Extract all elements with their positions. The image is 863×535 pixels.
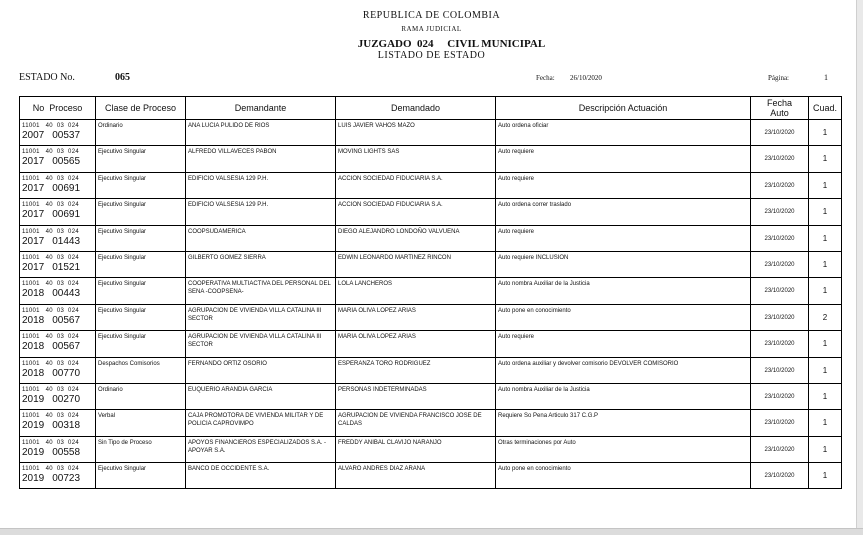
cell-demandante — [186, 436, 336, 462]
cell-cuad — [809, 225, 842, 251]
table-row — [20, 225, 842, 251]
cell-demandante — [186, 251, 336, 277]
cell-fecha — [751, 463, 809, 489]
col-no-proceso: No Proceso — [20, 97, 96, 120]
table-row — [20, 146, 842, 172]
cell-cuad — [809, 357, 842, 383]
cell-demandado — [336, 199, 496, 225]
cell-cuad — [809, 172, 842, 198]
cell-descripcion — [496, 383, 751, 409]
header-juzgado: JUZGADO 024 CIVIL MUNICIPAL — [357, 38, 546, 50]
cuad-text: 1 — [822, 154, 828, 164]
cell-cuad — [809, 436, 842, 462]
cell-demandante — [186, 146, 336, 172]
proceso-number — [22, 447, 93, 458]
proceso-num: 00770 — [52, 367, 81, 379]
cuad-text: 2 — [822, 312, 828, 322]
proceso-num: 01443 — [52, 235, 81, 247]
descripcion-text: Auto nombra Auxiliar de la Justicia — [498, 281, 590, 288]
descripcion-text: Auto requiere — [498, 175, 535, 182]
demandante-text: FERNANDO ORTIZ OSORIO — [188, 360, 267, 367]
cell-demandado — [336, 172, 496, 198]
proceso-code: 11001 40 03 024 — [22, 386, 79, 393]
table-row — [20, 436, 842, 462]
cell-clase — [96, 383, 186, 409]
cell-proceso — [20, 146, 96, 172]
col-clase: Clase de Proceso — [96, 97, 186, 120]
proceso-code: 11001 40 03 024 — [22, 175, 79, 182]
cell-demandado — [336, 146, 496, 172]
proceso-code: 11001 40 03 024 — [22, 123, 79, 129]
cell-demandante — [186, 199, 336, 225]
cell-cuad — [809, 251, 842, 277]
cell-descripcion — [496, 146, 751, 172]
descripcion-text: Auto ordena correr traslado — [498, 202, 572, 209]
header-republica: REPUBLICA DE COLOMBIA — [362, 10, 501, 21]
cell-proceso — [20, 331, 96, 357]
proceso-code: 11001 40 03 024 — [22, 439, 79, 446]
clase-text: Ordinario — [98, 386, 123, 393]
demandado-text: ACCION SOCIEDAD FIDUCIARIA S.A. — [338, 175, 443, 182]
proceso-code: 11001 40 03 024 — [22, 254, 79, 261]
cell-demandado — [336, 357, 496, 383]
cell-demandante — [186, 357, 336, 383]
pagina-label: Página: — [768, 74, 789, 82]
cuad-text: 1 — [822, 471, 828, 481]
clase-text: Ejecutivo Singular — [98, 466, 147, 473]
proceso-year: 2017 — [22, 182, 45, 194]
pagina-value: 1 — [824, 73, 828, 82]
demandante-text: ALFREDO VILLAVECES PABON — [188, 149, 277, 156]
col-demandado: Demandado — [336, 97, 496, 120]
table-row — [20, 120, 842, 146]
cell-fecha — [751, 304, 809, 330]
demandante-text: EDIFICIO VALSESIA 129 P.H. — [188, 202, 269, 209]
cell-demandado — [336, 120, 496, 146]
fecha-value: 26/10/2020 — [570, 74, 602, 82]
cell-demandante — [186, 225, 336, 251]
table-row — [20, 304, 842, 330]
col-cuad: Cuad. — [809, 97, 842, 120]
fecha-text: 23/10/2020 — [764, 473, 795, 480]
cell-proceso — [20, 251, 96, 277]
clase-text: Ejecutivo Singular — [98, 149, 147, 156]
cell-fecha — [751, 278, 809, 304]
cell-clase — [96, 251, 186, 277]
table-row — [20, 199, 842, 225]
fecha-text: 23/10/2020 — [764, 156, 795, 163]
cuad-text: 1 — [822, 259, 828, 269]
proceso-code: 11001 40 03 024 — [22, 149, 79, 156]
col-fecha-auto — [751, 97, 809, 120]
table-row — [20, 410, 842, 436]
fecha-text: 23/10/2020 — [764, 130, 795, 136]
cell-descripcion — [496, 225, 751, 251]
proceso-year: 2019 — [22, 393, 45, 405]
fecha-text: 23/10/2020 — [764, 446, 795, 453]
table-row — [20, 357, 842, 383]
cell-descripcion — [496, 463, 751, 489]
cell-proceso — [20, 357, 96, 383]
proceso-year: 2018 — [22, 314, 45, 326]
col-descripcion: Descripción Actuación — [496, 97, 751, 120]
cell-clase — [96, 172, 186, 198]
demandante-text: CAJA PROMOTORA DE VIVIENDA MILITAR Y DE POLICIA CAPROVIMPO — [188, 413, 324, 428]
proceso-number — [22, 420, 93, 431]
cell-clase — [96, 463, 186, 489]
cell-cuad — [809, 120, 842, 146]
cell-clase — [96, 410, 186, 436]
estado-table — [19, 96, 842, 489]
demandado-text: DIEGO ALEJANDRO LONDOÑO VALVUENA — [338, 228, 460, 235]
cell-clase — [96, 436, 186, 462]
descripcion-text: Auto pone en conocimiento — [498, 466, 571, 473]
cuad-text: 1 — [822, 128, 828, 137]
clase-text: Ejecutivo Singular — [98, 254, 147, 261]
fecha-text: 23/10/2020 — [764, 420, 795, 427]
demandante-text: COOPSUDAMERICA — [188, 228, 246, 235]
cell-demandado — [336, 278, 496, 304]
demandado-text: MARIA OLIVA LOPEZ ARIAS — [338, 334, 416, 341]
descripcion-text: Auto requiere — [498, 149, 535, 156]
cell-proceso — [20, 410, 96, 436]
fecha-text: 23/10/2020 — [764, 261, 795, 268]
demandado-text: ACCION SOCIEDAD FIDUCIARIA S.A. — [338, 202, 443, 209]
cell-clase — [96, 331, 186, 357]
cell-descripcion — [496, 278, 751, 304]
cell-descripcion — [496, 410, 751, 436]
proceso-year: 2017 — [22, 209, 45, 221]
descripcion-text: Auto requiere — [498, 228, 535, 235]
cuad-text: 1 — [822, 207, 828, 217]
demandante-text: EUQUERIO ARANDIA GARCIA — [188, 386, 273, 393]
header-listado: LISTADO DE ESTADO — [377, 50, 486, 61]
cuad-text: 1 — [822, 365, 828, 375]
clase-text: Ejecutivo Singular — [98, 228, 147, 235]
cell-cuad — [809, 304, 842, 330]
clase-text: Verbal — [98, 413, 116, 420]
descripcion-text: Auto pone en conocimiento — [498, 307, 571, 314]
cell-descripcion — [496, 172, 751, 198]
proceso-number — [22, 209, 93, 220]
proceso-year: 2017 — [22, 235, 45, 247]
proceso-number — [22, 341, 93, 352]
descripcion-text: Auto nombra Auxiliar de la Justicia — [498, 386, 590, 393]
cell-fecha — [751, 146, 809, 172]
proceso-num: 00691 — [52, 209, 81, 221]
cell-proceso — [20, 463, 96, 489]
table-row — [20, 172, 842, 198]
proceso-number — [22, 288, 93, 299]
demandado-text: EDWIN LEONARDO MARTINEZ RINCON — [338, 254, 451, 261]
demandado-text: FREDDY ANIBAL CLAVIJO NARANJO — [338, 439, 442, 446]
proceso-year: 2018 — [22, 288, 45, 300]
proceso-number — [22, 262, 93, 273]
cell-demandante — [186, 331, 336, 357]
cell-fecha — [751, 436, 809, 462]
demandante-text: BANCO DE OCCIDENTE S.A. — [188, 466, 270, 473]
proceso-num: 00723 — [52, 473, 81, 485]
cell-cuad — [809, 410, 842, 436]
cell-cuad — [809, 146, 842, 172]
cell-clase — [96, 225, 186, 251]
header-rama-judicial: RAMA JUDICIAL — [401, 25, 462, 33]
proceso-number — [22, 236, 93, 247]
proceso-code: 11001 40 03 024 — [22, 466, 79, 473]
cell-clase — [96, 120, 186, 146]
table-header-row — [20, 97, 842, 120]
descripcion-text: Auto ordena oficiar — [498, 123, 549, 129]
fecha-text: 23/10/2020 — [764, 341, 795, 348]
proceso-year: 2018 — [22, 341, 45, 353]
cell-demandado — [336, 383, 496, 409]
demandado-text: ESPERANZA TORO RODRIGUEZ — [338, 360, 431, 367]
cell-proceso — [20, 278, 96, 304]
cuad-text: 1 — [822, 391, 828, 401]
demandante-text: GILBERTO GOMEZ SIERRA — [188, 254, 266, 261]
cell-proceso — [20, 199, 96, 225]
proceso-number — [22, 130, 93, 141]
table-row — [20, 251, 842, 277]
clase-text: Ejecutivo Singular — [98, 202, 147, 209]
demandado-text: MARIA OLIVA LOPEZ ARIAS — [338, 307, 416, 314]
proceso-num: 00443 — [52, 288, 81, 300]
cell-descripcion — [496, 436, 751, 462]
proceso-num: 00318 — [52, 420, 81, 432]
proceso-year: 2007 — [22, 130, 45, 141]
fecha-text: 23/10/2020 — [764, 235, 795, 242]
demandado-text: PERSONAS INDETERMINADAS — [338, 386, 427, 393]
fecha-text: 23/10/2020 — [764, 367, 795, 374]
fecha-text: 23/10/2020 — [764, 393, 795, 400]
demandado-text: ALVARO ANDRES DIAZ ARANA — [338, 466, 426, 473]
descripcion-text: Auto requiere — [498, 334, 535, 341]
cell-demandado — [336, 251, 496, 277]
proceso-year: 2019 — [22, 420, 45, 432]
proceso-number — [22, 156, 93, 167]
proceso-num: 01521 — [52, 261, 81, 273]
proceso-code: 11001 40 03 024 — [22, 228, 79, 235]
cell-cuad — [809, 383, 842, 409]
cuad-text: 1 — [822, 286, 828, 296]
cell-clase — [96, 304, 186, 330]
cell-demandante — [186, 463, 336, 489]
demandado-text: LOLA LANCHEROS — [338, 281, 393, 288]
demandante-text: AGRUPACION DE VIVIENDA VILLA CATALINA III SECTOR — [188, 334, 322, 349]
cell-clase — [96, 357, 186, 383]
cell-demandante — [186, 383, 336, 409]
cell-fecha — [751, 357, 809, 383]
clase-text: Ejecutivo Singular — [98, 307, 147, 314]
cell-fecha — [751, 120, 809, 146]
cell-proceso — [20, 436, 96, 462]
cell-fecha — [751, 199, 809, 225]
proceso-code: 11001 40 03 024 — [22, 360, 79, 367]
cell-proceso — [20, 120, 96, 146]
cell-descripcion — [496, 251, 751, 277]
cell-demandado — [336, 331, 496, 357]
cell-clase — [96, 278, 186, 304]
fecha-label: Fecha: — [536, 74, 555, 82]
descripcion-text: Requiere So Pena Articulo 317 C.G.P — [498, 413, 599, 420]
demandante-text: COOPERATIVA MULTIACTIVA DEL PERSONAL DEL SENA -COOPSENA- — [188, 281, 331, 296]
demandante-text: ANA LUCIA PULIDO DE RIOS — [188, 123, 270, 129]
cell-fecha — [751, 225, 809, 251]
table-row — [20, 463, 842, 489]
proceso-num: 00565 — [52, 156, 81, 168]
proceso-num: 00567 — [52, 341, 81, 353]
proceso-year: 2019 — [22, 446, 45, 458]
cell-descripcion — [496, 357, 751, 383]
cell-cuad — [809, 331, 842, 357]
proceso-year: 2019 — [22, 473, 45, 485]
horizontal-scrollbar[interactable] — [0, 528, 863, 535]
fecha-text: 23/10/2020 — [764, 288, 795, 295]
cell-demandante — [186, 120, 336, 146]
cell-demandado — [336, 436, 496, 462]
fecha-text: 23/10/2020 — [764, 209, 795, 216]
proceso-number — [22, 473, 93, 484]
cell-descripcion — [496, 331, 751, 357]
proceso-year: 2018 — [22, 367, 45, 379]
cell-fecha — [751, 331, 809, 357]
table-row — [20, 331, 842, 357]
clase-text: Sin Tipo de Proceso — [98, 439, 152, 446]
descripcion-text: Auto ordena auxiliar y devolver comisorio DEVOLVER COMISORIO — [498, 360, 679, 367]
cell-descripcion — [496, 120, 751, 146]
proceso-code: 11001 40 03 024 — [22, 413, 79, 420]
clase-text: Despachos Comisorios — [98, 360, 160, 367]
clase-text: Ejecutivo Singular — [98, 334, 147, 341]
demandado-text: MOVING LIGHTS SAS — [338, 149, 400, 156]
fecha-text: 23/10/2020 — [764, 182, 795, 189]
proceso-num: 00558 — [52, 446, 81, 458]
proceso-code: 11001 40 03 024 — [22, 334, 79, 341]
proceso-number — [22, 368, 93, 379]
descripcion-text: Auto requiere INCLUSION — [498, 254, 569, 261]
estado-number: 065 — [115, 72, 130, 83]
estado-label: ESTADO No. — [19, 72, 75, 83]
col-fecha-line1: Fecha — [766, 98, 792, 108]
table-row — [20, 383, 842, 409]
cuad-text: 1 — [822, 418, 828, 428]
cell-fecha — [751, 383, 809, 409]
cuad-text: 1 — [822, 233, 828, 243]
cell-fecha — [751, 251, 809, 277]
proceso-num: 00537 — [52, 130, 81, 141]
proceso-code: 11001 40 03 024 — [22, 307, 79, 314]
clase-text: Ejecutivo Singular — [98, 175, 147, 182]
demandante-text: AGRUPACION DE VIVIENDA VILLA CATALINA III SECTOR — [188, 307, 322, 322]
table-row — [20, 278, 842, 304]
cell-proceso — [20, 172, 96, 198]
cell-fecha — [751, 172, 809, 198]
clase-text: Ordinario — [98, 123, 123, 129]
cell-descripcion — [496, 304, 751, 330]
cuad-text: 1 — [822, 180, 828, 190]
cell-demandante — [186, 278, 336, 304]
descripcion-text: Otras terminaciones por Auto — [498, 439, 576, 446]
proceso-number — [22, 394, 93, 405]
proceso-num: 00270 — [52, 393, 81, 405]
col-demandante: Demandante — [186, 97, 336, 120]
demandado-text: LUIS JAVIER VAHOS MAZO — [338, 123, 415, 129]
cell-demandado — [336, 463, 496, 489]
cell-cuad — [809, 463, 842, 489]
cell-fecha — [751, 410, 809, 436]
proceso-number — [22, 315, 93, 326]
cell-cuad — [809, 199, 842, 225]
cell-clase — [96, 146, 186, 172]
cell-demandante — [186, 304, 336, 330]
proceso-number — [22, 183, 93, 194]
cell-proceso — [20, 383, 96, 409]
cell-demandante — [186, 172, 336, 198]
cell-demandado — [336, 225, 496, 251]
cuad-text: 1 — [822, 339, 828, 349]
cell-demandado — [336, 410, 496, 436]
proceso-num: 00691 — [52, 182, 81, 194]
demandante-text: EDIFICIO VALSESIA 129 P.H. — [188, 175, 269, 182]
proceso-code: 11001 40 03 024 — [22, 281, 79, 288]
proceso-year: 2017 — [22, 156, 45, 168]
vertical-scrollbar[interactable] — [856, 0, 863, 535]
cell-proceso — [20, 225, 96, 251]
proceso-year: 2017 — [22, 261, 45, 273]
cell-clase — [96, 199, 186, 225]
cell-demandado — [336, 304, 496, 330]
proceso-code: 11001 40 03 024 — [22, 202, 79, 209]
col-fecha-line2: Auto — [770, 108, 789, 118]
cell-cuad — [809, 278, 842, 304]
demandado-text: AGRUPACION DE VIVIENDA FRANCISCO JOSE DE CALDAS — [338, 413, 482, 428]
clase-text: Ejecutivo Singular — [98, 281, 147, 288]
cuad-text: 1 — [822, 444, 828, 454]
fecha-text: 23/10/2020 — [764, 314, 795, 321]
proceso-num: 00567 — [52, 314, 81, 326]
cell-demandante — [186, 410, 336, 436]
cell-descripcion — [496, 199, 751, 225]
cell-proceso — [20, 304, 96, 330]
demandante-text: APOYOS FINANCIEROS ESPECIALIZADOS S.A. - APOYAR S.A. — [188, 439, 327, 454]
